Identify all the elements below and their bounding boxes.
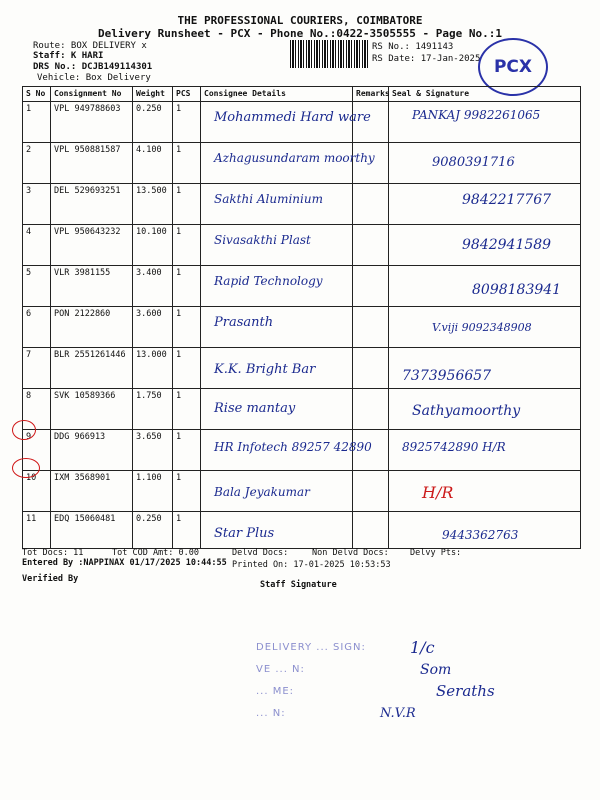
- consignment-no: VPL 950643232: [51, 225, 133, 266]
- weight: 3.650: [133, 430, 173, 471]
- table-row: [23, 471, 581, 512]
- barcode: [290, 40, 368, 68]
- signature: PANKAJ 9982261065: [412, 108, 541, 122]
- pcs: 1: [173, 348, 201, 389]
- sno: 9: [23, 430, 51, 471]
- weight: 0.250: [133, 102, 173, 143]
- consignee: Bala Jeyakumar: [214, 485, 310, 499]
- sno: 1: [23, 102, 51, 143]
- weight: 3.600: [133, 307, 173, 348]
- runsheet-table: [22, 86, 581, 549]
- sno: 7: [23, 348, 51, 389]
- sno: 4: [23, 225, 51, 266]
- consignment-no: VPL 949788603: [51, 102, 133, 143]
- table-row: [23, 102, 581, 143]
- stamp-line-4: ... N:: [256, 708, 286, 719]
- consignment-no: BLR 2551261446: [51, 348, 133, 389]
- table-row: [23, 348, 581, 389]
- pcs: 1: [173, 143, 201, 184]
- signature: H/R: [422, 483, 454, 502]
- stamp-line-1: DELIVERY ... SIGN:: [256, 642, 366, 653]
- signature: 9080391716: [432, 155, 515, 170]
- weight: 4.100: [133, 143, 173, 184]
- weight: 1.750: [133, 389, 173, 430]
- col-seal-signature: Seal & Signature: [389, 87, 581, 102]
- table-row: [23, 512, 581, 549]
- stamp-hand-3: Seraths: [436, 682, 495, 700]
- verified-by: Verified By: [22, 574, 79, 584]
- entered-by: Entered By :NAPPINAX 01/17/2025 10:44:55: [22, 558, 227, 568]
- consignment-no: DDG 966913: [51, 430, 133, 471]
- consignment-no: VPL 950881587: [51, 143, 133, 184]
- sno: 11: [23, 512, 51, 549]
- pcs: 1: [173, 430, 201, 471]
- stamp-hand-4: N.V.R: [380, 706, 416, 721]
- delvy-pts: Delvy Pts:: [410, 548, 462, 558]
- table-row: [23, 266, 581, 307]
- table-row: [23, 307, 581, 348]
- col-consignee: Consignee Details: [201, 87, 353, 102]
- consignee: K.K. Bright Bar: [214, 362, 316, 377]
- weight: 0.250: [133, 512, 173, 549]
- pcs: 1: [173, 307, 201, 348]
- consignee: Rise mantay: [214, 401, 296, 416]
- staff-signature-label: Staff Signature: [260, 580, 337, 590]
- sno: 3: [23, 184, 51, 225]
- consignment-no: SVK 10589366: [51, 389, 133, 430]
- pcs: 1: [173, 512, 201, 549]
- drs-number: DRS No.: DCJB149114301: [33, 62, 153, 72]
- consignee: Sivasakthi Plast: [214, 233, 311, 247]
- sno: 6: [23, 307, 51, 348]
- stamp-hand-2: Som: [420, 662, 452, 678]
- signature: 9842217767: [462, 192, 552, 208]
- pcs: 1: [173, 389, 201, 430]
- table-row: [23, 184, 581, 225]
- signature: 7373956657: [402, 368, 492, 384]
- col-sno: S No: [23, 87, 51, 102]
- consignee: HR Infotech 89257 42890: [214, 440, 372, 454]
- signature: 9443362763: [442, 528, 519, 542]
- table-row: [23, 389, 581, 430]
- staff: Staff: K HARI: [33, 51, 104, 61]
- consignee: Rapid Technology: [214, 274, 323, 288]
- red-circle-mark-9: [12, 420, 36, 440]
- table-row: [23, 143, 581, 184]
- consignment-no: IXM 3568901: [51, 471, 133, 512]
- consignment-no: DEL 529693251: [51, 184, 133, 225]
- consignee: Star Plus: [214, 526, 275, 541]
- remarks: [353, 184, 389, 225]
- pcx-stamp: PCX: [478, 38, 548, 96]
- table-row: [23, 225, 581, 266]
- tot-docs: Tot Docs: 11: [22, 548, 84, 558]
- consignment-no: PON 2122860: [51, 307, 133, 348]
- consignee: Mohammedi Hard ware: [214, 110, 371, 125]
- col-pcs: PCS: [173, 87, 201, 102]
- sno: 5: [23, 266, 51, 307]
- remarks: [353, 225, 389, 266]
- remarks: [353, 471, 389, 512]
- signature: 9842941589: [462, 237, 552, 253]
- weight: 13.000: [133, 348, 173, 389]
- weight: 3.400: [133, 266, 173, 307]
- sno: 8: [23, 389, 51, 430]
- signature: 8925742890 H/R: [402, 440, 506, 454]
- col-remarks: Remarks: [353, 87, 389, 102]
- rs-date: RS Date: 17-Jan-2025: [372, 54, 481, 64]
- consignee: Prasanth: [214, 315, 274, 330]
- company-name: THE PROFESSIONAL COURIERS, COIMBATORE: [177, 14, 423, 27]
- signature: V.viji 9092348908: [432, 321, 532, 334]
- weight: 10.100: [133, 225, 173, 266]
- remarks: [353, 389, 389, 430]
- consignee: Azhagusundaram moorthy: [214, 151, 375, 165]
- stamp-line-2: VE ... N:: [256, 664, 305, 675]
- stamp-hand-1: 1/c: [410, 638, 435, 657]
- weight: 1.100: [133, 471, 173, 512]
- non-delvd-docs: Non Delvd Docs:: [312, 548, 389, 558]
- remarks: [353, 512, 389, 549]
- consignee: Sakthi Aluminium: [214, 192, 323, 206]
- tot-cod-amt: Tot COD Amt: 0.00: [112, 548, 199, 558]
- col-consignment: Consignment No: [51, 87, 133, 102]
- consignment-no: EDQ 15060481: [51, 512, 133, 549]
- red-circle-mark-10: [12, 458, 40, 478]
- table-row: [23, 430, 581, 471]
- pcs: 1: [173, 102, 201, 143]
- pcs: 1: [173, 266, 201, 307]
- weight: 13.500: [133, 184, 173, 225]
- remarks: [353, 348, 389, 389]
- printed-on: Printed On: 17-01-2025 10:53:53: [232, 560, 391, 570]
- runsheet-subtitle: Delivery Runsheet - PCX - Phone No.:0422-3505555 - Page No.:1: [98, 27, 502, 40]
- signature: Sathyamoorthy: [412, 403, 521, 419]
- pcs: 1: [173, 471, 201, 512]
- signature: 8098183941: [472, 282, 562, 298]
- rs-number: RS No.: 1491143: [372, 42, 454, 52]
- col-weight: Weight: [133, 87, 173, 102]
- table-header-row: [23, 87, 581, 102]
- pcs: 1: [173, 225, 201, 266]
- delvd-docs: Delvd Docs:: [232, 548, 289, 558]
- pcs: 1: [173, 184, 201, 225]
- remarks: [353, 266, 389, 307]
- stamp-line-3: ... ME:: [256, 686, 295, 697]
- consignment-no: VLR 3981155: [51, 266, 133, 307]
- vehicle: Vehicle: Box Delivery: [37, 73, 151, 83]
- remarks: [353, 307, 389, 348]
- route: Route: BOX DELIVERY x: [33, 41, 147, 51]
- sno: 2: [23, 143, 51, 184]
- sno: 10: [23, 471, 51, 512]
